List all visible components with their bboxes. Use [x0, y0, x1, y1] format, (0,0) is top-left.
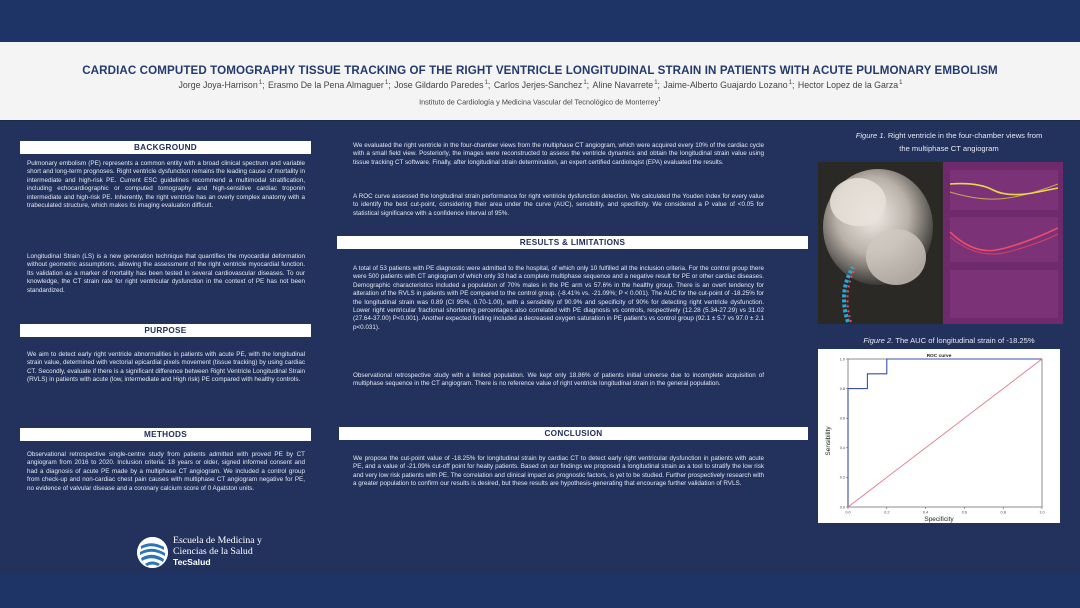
- author: Erasmo De la Pena Almaguer: [267, 80, 384, 90]
- roc-chart-svg: [818, 349, 1060, 523]
- y-tick-label: 0.6: [839, 416, 845, 421]
- y-tick-label: 0.4: [839, 446, 845, 451]
- bottom-banner: [0, 574, 1080, 608]
- x-tick-label: 0.0: [845, 510, 851, 515]
- conclusion-paragraph: We propose the cut-point value of -18.25% for longitudinal strain by cardiac CT to detect early right ventricular dysfunction in patients with acute PE, and a value of -21.09% cut-off point for healty patients. Based on our findings we proposed a longitudinal strain as a tool to stratify the low risk and very low risk patients with PE. The correlation and clinical impact as prognostic factors, is yet to be studied. Further prospectively research with a greater population to confirm our results is desired, but these results are hypothesis-generating that encourage further validation of RVLS.: [353, 455, 764, 488]
- poster-title: CARDIAC COMPUTED TOMOGRAPHY TISSUE TRACKING OF THE RIGHT VENTRICLE LONGITUDINAL STRAIN IN PATIENTS WITH ACUTE PULMONARY EMBOLISM: [82, 64, 998, 77]
- author: Hector Lopez de la Garza: [797, 80, 899, 90]
- logo-line-1: Escuela de Medicina y: [173, 535, 262, 546]
- author: Carlos Jerjes-Sanchez: [493, 80, 583, 90]
- logo-line-2: Ciencias de la Salud: [173, 545, 253, 557]
- y-tick-label: 0.8: [839, 386, 845, 391]
- figure-1-caption-line-1: Right ventricle in the four-chamber views from: [887, 131, 1043, 140]
- roc-curve-chart: [818, 349, 1060, 523]
- x-tick-label: 0.8: [1000, 510, 1006, 515]
- purpose-heading: PURPOSE: [20, 324, 311, 337]
- logo-line-3: TecSalud: [173, 557, 211, 568]
- background-heading: BACKGROUND: [20, 141, 311, 154]
- author: Jorge Joya-Harrison: [178, 80, 258, 90]
- affiliation-marker: 1: [654, 80, 658, 87]
- figure-1-label: Figure 1.: [855, 131, 886, 140]
- conclusion-heading: CONCLUSION: [339, 427, 808, 440]
- methods-paragraph-2: We evaluated the right ventricle in the four-chamber views from the multiphase CT angiogram, which were acquired every 10% of the cardiac cycle with a small field view. Posteriorly, the images were reconstructed to assess the ventricle dynamics and obtain the longitudinal strain value using tissue tracking CT software. Finally, after longitudinal strain determination, an expert certified cardiologist (EPA) evaluated the results.: [353, 142, 764, 166]
- affiliation-marker: 1: [899, 80, 903, 87]
- x-tick-label: 0.2: [884, 510, 890, 515]
- institution: [20, 97, 1060, 106]
- institution-marker: 1: [658, 97, 661, 103]
- author: Jaime-Alberto Guajardo Lozano: [663, 80, 788, 90]
- methods-paragraph-1: Observational retrospective single-centre study from patients admitted with proved PE by CT angiogram from 2016 to 2020. Inclusion criteria: 18 years or older, signed informed consent and had a diagnosis of acute PE made by a multiphase CT angiogram. We included a control group from check-up and non-cardiac chest pain causes with multiphase CT angiogram negative for PE, no evidence of valvular disease and a coronary calcium score of 0 Agatston units.: [27, 451, 305, 492]
- x-axis-label: Specificity: [924, 516, 954, 523]
- x-tick-label: 0.6: [961, 510, 968, 515]
- chart-marks: [848, 359, 1042, 507]
- institution-name: Instituto de Cardiología y Medicina Vascular del Tecnológico de Monterrey: [419, 97, 659, 107]
- top-banner: [0, 0, 1080, 42]
- chart-title: ROC curve: [926, 354, 952, 359]
- purpose-paragraph: We aim to detect early right ventricle abnormalities in patients with acute PE, with the longitudinal strain value, determined with vectorial epicardial pixels movement (tissue tracking) by using cardiac CT. Secondly, evaluate if there is a significant difference between Right Ventricle Longitudinal Strain (RVLS) in patients with acute (low, intermediate and High risk) PE compared with healthy controls.: [27, 351, 305, 384]
- background-paragraph-2: Longitudinal Strain (LS) is a new generation technique that quantifies the myocardial deformation without geometric assumptions, allowing the assessment of the right ventricle myocardial function. Its validation as a marker of mortality has been tested in several cardiovascular diseases. To our knowledge, the CT strain rate for right ventricular dysfunction in the context of PE has not been standardized.: [27, 253, 305, 294]
- ct-strain-image: [818, 162, 1063, 324]
- figure-2-label: Figure 2.: [863, 336, 894, 345]
- affiliation-marker: 1: [583, 80, 587, 87]
- figure-2-caption: [818, 334, 1080, 347]
- y-tick-label: 1.0: [839, 357, 845, 362]
- x-tick-label: 0.4: [922, 510, 929, 515]
- author-list: Jorge Joya-Harrison$^1$; Erasmo De la Pena Almaguer$^1$; Jose Gildardo Paredes$^1$; Carlos Jerjes-Sanchez$^1$; Aline Navarrete$^1$; Jaime-Alberto Guajardo Lozano$^1$; Hector Lopez de la Garza$^1$: [178, 80, 903, 90]
- author: Jose Gildardo Paredes: [394, 80, 484, 90]
- affiliation-marker: 1: [788, 80, 792, 87]
- ct-strain-illustration: [818, 162, 1063, 324]
- affiliation-marker: 1: [384, 80, 389, 87]
- results-paragraph: A total of 53 patients with PE diagnostic were admitted to the hospital, of which only 10 fulfilled all the inclusion criteria. For the control group there were 500 patients with CT angiogram of which only 33 had a complete multiphase sequence and a negative result for PE or other cardiac diseases. Demographic characteristics included a population of 70% males in the PE arm vs 57.6% in the healthy group. There is an overt tendency for alteration of the RVLS in patients with PE compared to the control group. (-8.41% vs. -21.09%; P < 0.001). The AUC for the cut-point of -18.25% for the longitudinal strain was 0.89 (CI 95%, 0.70-1.00), with a sensibility of 90.9% and specificity of 90% for detecting right ventricle dysfunction. Lower right ventricular fractional shortening percentages also correlated with PE diagnosis vs controls, respectively (12.28 (5.34-27.29) vs 31.02 (27.64-37.00) P<0.001). Another expected finding included a decreased oxygen saturation in PE patient's vs control group (92.1 ± 5.7 vs 97.0 ± 2.1 p<0.031).: [353, 265, 764, 331]
- institution-logo: [137, 533, 297, 573]
- y-tick-label: 0.2: [839, 475, 845, 480]
- reference-diagonal-line: [848, 359, 1042, 507]
- figure-1-caption: [818, 129, 1080, 155]
- y-tick-label: 0.0: [839, 505, 845, 510]
- figure-1-caption-line-2: the multiphase CT angiogram: [899, 144, 999, 153]
- figure-2-caption-text: The AUC of longitudinal strain of -18.25%: [895, 336, 1035, 345]
- background-paragraph-1: Pulmonary embolism (PE) represents a common entity with a broad clinical spectrum and variable short and long-term prognoses. Right ventricle dysfunction remains the leading cause of mortality in intermediate and high-risk PE. Current ESC guidelines recommend a multimodal stratification, including echocardiographic or computed tomography and high-sensitive cardiac troponin intermediate and high-risk PE. Inherently, the right ventricle has an overly complex anatomy with a trabeculated structure, which makes its imaging evaluation difficult.: [27, 160, 305, 210]
- affiliation-marker: 1: [258, 80, 263, 87]
- author: Aline Navarrete: [592, 80, 654, 90]
- y-axis-label: Sensibility: [825, 426, 832, 456]
- results-heading: RESULTS & LIMITATIONS: [337, 236, 808, 249]
- affiliation-marker: 1: [484, 80, 488, 87]
- logo-wordmark: [173, 536, 262, 568]
- globe-logo-icon: [137, 537, 168, 568]
- poster-header: [0, 42, 1080, 120]
- methods-heading: METHODS: [20, 428, 311, 441]
- x-tick-label: 1.0: [1039, 510, 1045, 515]
- methods-paragraph-3: A ROC curve assessed the longitudinal strain performance for right ventricle dysfunction detection. We calculated the Youden index for every value to identify the best cut-point, considering their area under the curve (AUC), sensibility, and specificity. We considered a P value of <0.05 for statistical significance with a confidence interval of 95%.: [353, 193, 764, 217]
- limitations-paragraph: Observational retrospective study with a limited population. We kept only 18.86% of patients initial universe due to incomplete acquisition of multiphase sequence in the CT angiogram. There is no reference value of right ventricle longitudinal strain in the general population.: [353, 372, 764, 388]
